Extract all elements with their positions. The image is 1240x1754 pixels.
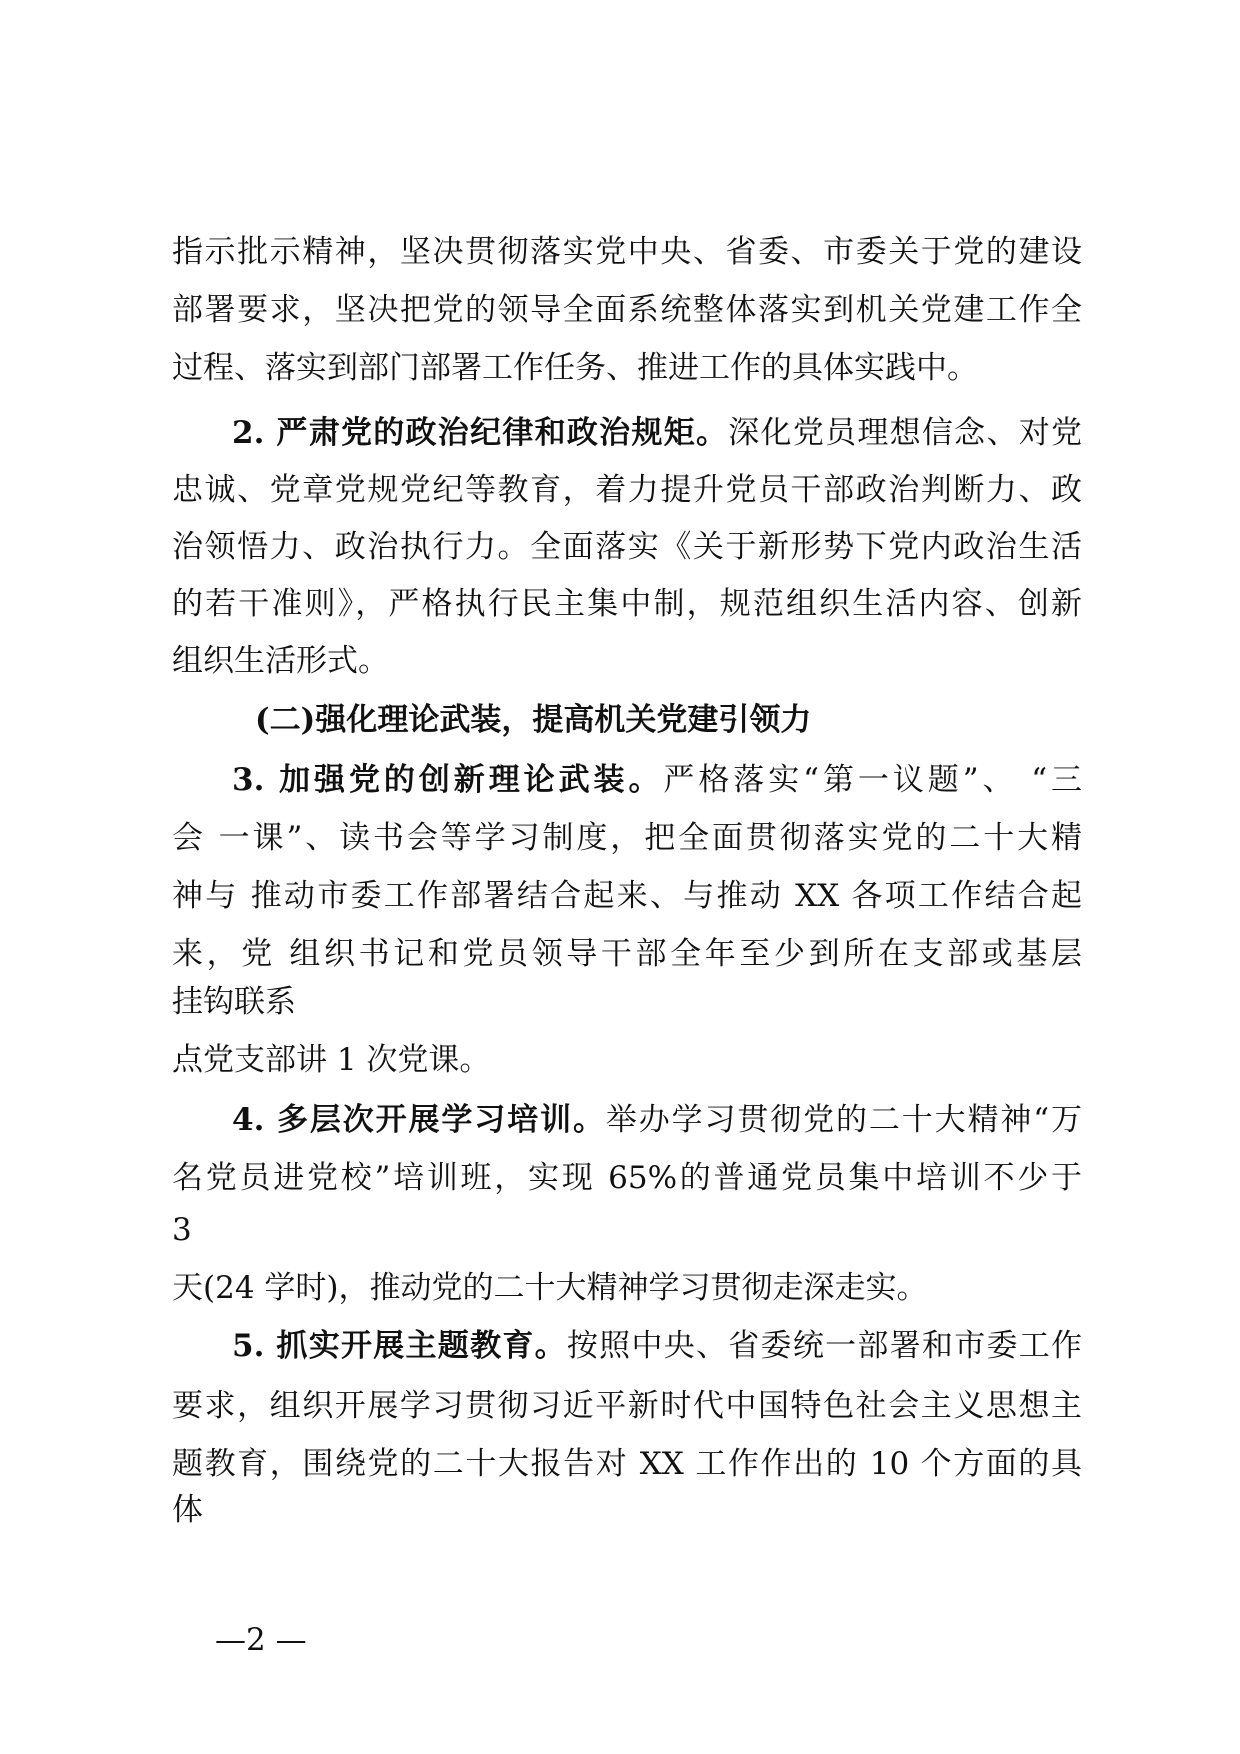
paragraph-line: 忠诚、党章党规党纪等教育，着力提升党员干部政治判断力、政 bbox=[172, 472, 1082, 508]
paragraph-line: 会 一课”、读书会等学习制度，把全面贯彻落实党的二十大精 bbox=[172, 820, 1082, 856]
paragraph-line: 来，党 组织书记和党员领导干部全年至少到所在支部或基层 bbox=[172, 936, 1082, 972]
item-5-heading: 5. 抓实开展主题教育。 bbox=[232, 1328, 567, 1364]
item-5-first-line bbox=[232, 1326, 1082, 1366]
item-4-text: 举办学习贯彻党的二十大精神“万 bbox=[605, 1102, 1082, 1138]
paragraph-line: 点党支部讲 1 次党课。 bbox=[172, 1042, 491, 1078]
paragraph-line: 名党员进党校”培训班，实现 65%的普通党员集中培训不少于 bbox=[172, 1160, 1082, 1196]
paragraph-line: 的若干准则》，严格执行民主集中制，规范组织生活内容、创新 bbox=[172, 586, 1082, 622]
paragraph-line: 挂钩联系 bbox=[172, 984, 296, 1020]
paragraph-line: 体 bbox=[172, 1492, 203, 1528]
item-4-heading: 4. 多层次开展学习培训。 bbox=[232, 1102, 606, 1138]
section-heading: (二)强化理论武装，提高机关党建引领力 bbox=[255, 702, 812, 738]
item-2-heading: 2. 严肃党的政治纪律和政治规矩。 bbox=[232, 415, 729, 451]
item-2-first-line bbox=[232, 413, 1082, 453]
item-3-text: 严格落实“第一议题”、 “三 bbox=[663, 762, 1082, 798]
item-5-text: 按照中央、省委统一部署和市委工作 bbox=[566, 1328, 1082, 1364]
paragraph-line: 组织生活形式。 bbox=[172, 643, 389, 679]
paragraph-line: 过程、落实到部门部署工作任务、推进工作的具体实践中。 bbox=[172, 350, 978, 386]
paragraph-line: 题教育，围绕党的二十大报告对 XX 工作作出的 10 个方面的具 bbox=[172, 1446, 1082, 1482]
paragraph-line: 3 bbox=[172, 1212, 192, 1248]
paragraph-line: 神与 推动市委工作部署结合起来、与推动 XX 各项工作结合起 bbox=[172, 878, 1082, 914]
paragraph-line: 天(24 学时)，推动党的二十大精神学习贯彻走深走实。 bbox=[172, 1270, 928, 1306]
item-4-first-line bbox=[232, 1100, 1082, 1140]
paragraph-line: 治领悟力、政治执行力。全面落实《关于新形势下党内政治生活 bbox=[172, 529, 1082, 565]
item-3-heading: 3. 加强党的创新理论武装。 bbox=[232, 762, 664, 798]
paragraph-line: 要求，组织开展学习贯彻习近平新时代中国特色社会主义思想主 bbox=[172, 1388, 1082, 1424]
item-2-text: 深化党员理想信念、对党 bbox=[728, 415, 1082, 451]
item-3-first-line bbox=[232, 760, 1082, 800]
paragraph-line: 指示批示精神，坚决贯彻落实党中央、省委、市委关于党的建设 bbox=[172, 234, 1082, 270]
paragraph-line: 部署要求，坚决把党的领导全面系统整体落实到机关党建工作全 bbox=[172, 292, 1082, 328]
page-number: —2 — bbox=[215, 1622, 307, 1658]
